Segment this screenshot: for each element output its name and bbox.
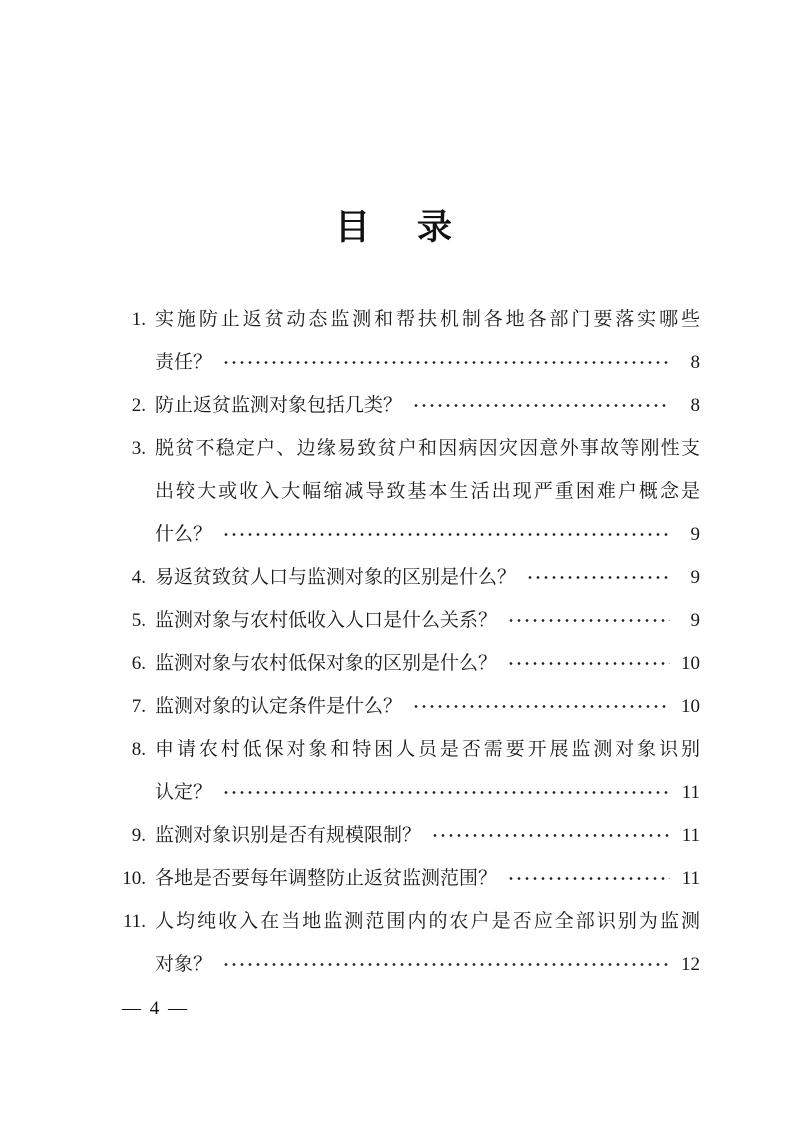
- entry-text: 什么？: [155, 524, 213, 545]
- toc-entry: [112, 599, 700, 642]
- toc-list: [112, 298, 700, 986]
- toc-line: [112, 427, 700, 470]
- entry-text: 监测对象与农村低保对象的区别是什么？: [155, 653, 498, 674]
- toc-entry: [112, 298, 700, 384]
- entry-number: 11.: [122, 911, 146, 932]
- dot-leader: [526, 556, 670, 599]
- entry-text: 实施防止返贫动态监测和帮扶机制各地各部门要落实哪些: [155, 309, 700, 330]
- entry-text: 监测对象与农村低收入人口是什么关系？: [155, 610, 498, 631]
- entry-number: 4.: [131, 567, 146, 588]
- entry-text: 防止返贫监测对象包括几类？: [155, 395, 403, 416]
- entry-number: 3.: [131, 438, 146, 459]
- toc-entry: [112, 384, 700, 427]
- toc-entry: [112, 642, 700, 685]
- dot-leader: [222, 341, 670, 384]
- entry-text: 认定？: [155, 782, 213, 803]
- entry-number: 7.: [131, 696, 146, 717]
- entry-number: 5.: [131, 610, 146, 631]
- entry-text: 申请农村低保对象和特困人员是否需要开展监测对象识别: [155, 739, 700, 760]
- toc-line: [112, 728, 700, 771]
- entry-page-number: 9: [690, 610, 700, 631]
- entry-text: 对象？: [155, 954, 213, 975]
- entry-text: 出较大或收入大幅缩减导致基本生活出现严重困难户概念是: [155, 481, 700, 502]
- toc-entry: [112, 685, 700, 728]
- toc-line: [112, 556, 700, 599]
- toc-line: [112, 513, 700, 556]
- dot-leader: [222, 771, 670, 814]
- toc-entry: [112, 427, 700, 556]
- toc-line: [112, 857, 700, 900]
- toc-line: [112, 771, 700, 814]
- dot-leader: [507, 857, 670, 900]
- toc-line: [112, 900, 700, 943]
- entry-page-number: 9: [690, 567, 700, 588]
- entry-text: 易返贫致贫人口与监测对象的区别是什么？: [155, 567, 517, 588]
- toc-line: [112, 341, 700, 384]
- toc-line: [112, 814, 700, 857]
- toc-entry: [112, 900, 700, 986]
- toc-entry: [112, 728, 700, 814]
- entry-number: 9.: [131, 825, 146, 846]
- entry-text: 监测对象的认定条件是什么？: [155, 696, 403, 717]
- entry-number: 2.: [131, 395, 146, 416]
- entry-page-number: 11: [681, 782, 700, 803]
- dot-leader: [222, 513, 670, 556]
- dot-leader: [222, 943, 670, 986]
- entry-number: 6.: [131, 653, 146, 674]
- entry-page-number: 8: [690, 352, 700, 373]
- entry-page-number: 10: [681, 696, 700, 717]
- dot-leader: [431, 814, 670, 857]
- entry-page-number: 11: [681, 868, 700, 889]
- entry-number: 1.: [131, 309, 146, 330]
- footer-page-number: — 4 —: [122, 998, 189, 1019]
- entry-text: 监测对象识别是否有规模限制？: [155, 825, 422, 846]
- entry-page-number: 12: [681, 954, 700, 975]
- toc-line: [112, 384, 700, 427]
- entry-page-number: 8: [690, 395, 700, 416]
- entry-number: 8.: [131, 739, 146, 760]
- toc-line: [112, 470, 700, 513]
- toc-line: [112, 685, 700, 728]
- dot-leader: [412, 685, 670, 728]
- entry-text: 责任？: [155, 352, 213, 373]
- entry-page-number: 10: [681, 653, 700, 674]
- dot-leader: [507, 642, 670, 685]
- toc-line: [112, 599, 700, 642]
- toc-line: [112, 642, 700, 685]
- entry-page-number: 9: [690, 524, 700, 545]
- entry-number: 10.: [122, 868, 146, 889]
- dot-leader: [412, 384, 670, 427]
- toc-line: [112, 943, 700, 986]
- entry-page-number: 11: [681, 825, 700, 846]
- page-title: 目 录: [334, 208, 458, 247]
- entry-text: 各地是否要每年调整防止返贫监测范围？: [155, 868, 498, 889]
- toc-entry: [112, 814, 700, 857]
- entry-text: 人均纯收入在当地监测范围内的农户是否应全部识别为监测: [155, 911, 700, 932]
- dot-leader: [507, 599, 670, 642]
- toc-entry: [112, 556, 700, 599]
- entry-text: 脱贫不稳定户、边缘易致贫户和因病因灾因意外事故等刚性支: [155, 438, 700, 459]
- toc-entry: [112, 857, 700, 900]
- toc-line: [112, 298, 700, 341]
